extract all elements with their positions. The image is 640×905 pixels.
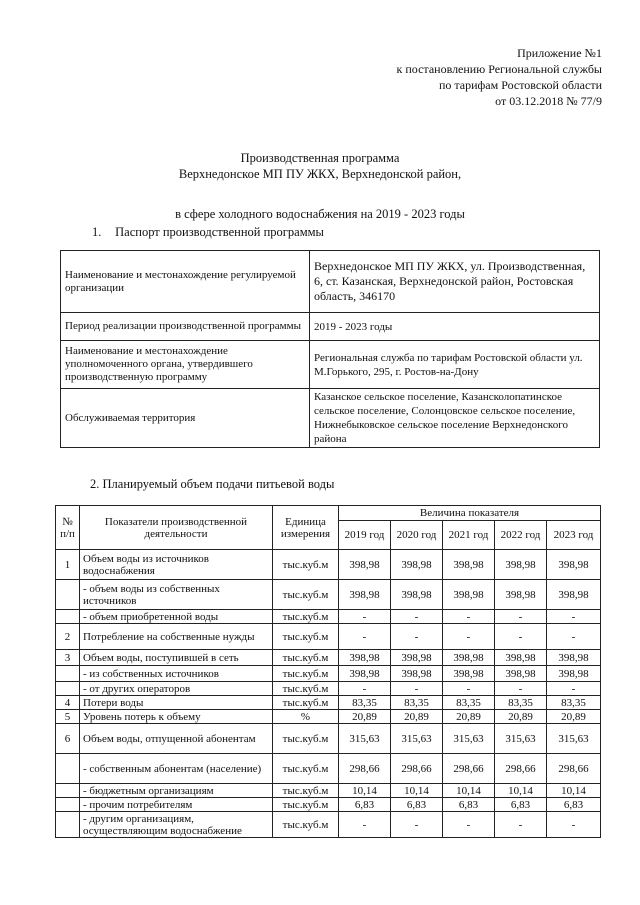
row-value: 398,98: [339, 666, 391, 682]
row-number: [56, 610, 80, 624]
row-value: -: [339, 624, 391, 650]
row-unit: тыс.куб.м: [273, 650, 339, 666]
header-year: 2021 год: [443, 521, 495, 550]
row-indicator: Объем воды, отпущенной абонентам: [80, 724, 273, 754]
passport-value: Региональная служба по тарифам Ростовской области ул. М.Горького, 295, г. Ростов-на-Дону: [310, 341, 600, 389]
table-row: [56, 624, 601, 650]
appendix-date: от 03.12.2018 № 77/9: [495, 94, 602, 108]
row-value: 6,83: [339, 798, 391, 812]
row-value: 398,98: [547, 650, 601, 666]
appendix-line: Приложение №1: [517, 46, 602, 60]
row-value: 398,98: [443, 580, 495, 610]
row-value: 83,35: [547, 696, 601, 710]
row-value: -: [391, 610, 443, 624]
row-unit: тыс.куб.м: [273, 754, 339, 784]
row-value: -: [339, 812, 391, 838]
passport-label: Наименование и местонахождение регулируемой организации: [61, 251, 310, 313]
passport-label: Период реализации производственной программы: [61, 313, 310, 341]
row-unit: тыс.куб.м: [273, 610, 339, 624]
row-indicator: - объем воды из собственных источников: [80, 580, 273, 610]
passport-label: Наименование и местонахождение уполномоченного органа, утвердившего производственную программу: [61, 341, 310, 389]
row-value: 10,14: [547, 784, 601, 798]
header-num: № п/п: [56, 506, 80, 550]
row-value: -: [495, 624, 547, 650]
table-row: [56, 580, 601, 610]
row-number: 6: [56, 724, 80, 754]
row-value: 20,89: [495, 710, 547, 724]
passport-row: [61, 341, 600, 389]
row-unit: тыс.куб.м: [273, 696, 339, 710]
row-unit: тыс.куб.м: [273, 666, 339, 682]
header-year: 2020 год: [391, 521, 443, 550]
table-row: [56, 798, 601, 812]
row-value: 398,98: [495, 666, 547, 682]
row-unit: тыс.куб.м: [273, 798, 339, 812]
row-value: 315,63: [443, 724, 495, 754]
table-row: [56, 784, 601, 798]
row-value: 20,89: [391, 710, 443, 724]
row-value: 398,98: [391, 650, 443, 666]
row-number: 4: [56, 696, 80, 710]
row-indicator: - объем приобретенной воды: [80, 610, 273, 624]
row-value: 398,98: [547, 580, 601, 610]
passport-row: [61, 389, 600, 448]
row-value: 398,98: [391, 550, 443, 580]
row-value: -: [495, 682, 547, 696]
row-value: 83,35: [495, 696, 547, 710]
row-unit: тыс.куб.м: [273, 812, 339, 838]
row-value: -: [391, 624, 443, 650]
table-row: [56, 754, 601, 784]
row-value: -: [495, 812, 547, 838]
section-2-heading: 2. Планируемый объем подачи питьевой воды: [90, 477, 335, 491]
table-row: [56, 682, 601, 696]
row-value: 6,83: [547, 798, 601, 812]
table-row: [56, 710, 601, 724]
row-indicator: - из собственных источников: [80, 666, 273, 682]
passport-label: Обслуживаемая территория: [61, 389, 310, 448]
water-volume-table: [55, 505, 601, 838]
row-value: 398,98: [339, 550, 391, 580]
row-unit: тыс.куб.м: [273, 784, 339, 798]
row-number: 2: [56, 624, 80, 650]
row-value: 398,98: [443, 650, 495, 666]
row-value: -: [443, 624, 495, 650]
row-value: 398,98: [495, 550, 547, 580]
row-value: 83,35: [443, 696, 495, 710]
row-value: -: [547, 624, 601, 650]
row-value: 298,66: [495, 754, 547, 784]
row-indicator: Объем воды из источников водоснабжения: [80, 550, 273, 580]
passport-value: 2019 - 2023 годы: [310, 313, 600, 341]
row-value: 20,89: [443, 710, 495, 724]
row-value: 6,83: [495, 798, 547, 812]
row-number: [56, 812, 80, 838]
row-value: 10,14: [391, 784, 443, 798]
table-row: [56, 696, 601, 710]
row-value: 83,35: [339, 696, 391, 710]
row-value: 398,98: [339, 580, 391, 610]
row-value: 10,14: [339, 784, 391, 798]
row-number: [56, 754, 80, 784]
row-value: 315,63: [391, 724, 443, 754]
row-value: 83,35: [391, 696, 443, 710]
row-value: -: [391, 812, 443, 838]
row-indicator: - другим организациям, осуществляющим водоснабжение: [80, 812, 273, 838]
row-value: 398,98: [495, 580, 547, 610]
row-value: -: [391, 682, 443, 696]
title-line: Производственная программа: [240, 151, 400, 165]
row-number: [56, 784, 80, 798]
row-indicator: Потребление на собственные нужды: [80, 624, 273, 650]
section-title: Паспорт производственной программы: [115, 225, 324, 239]
table-row: [56, 666, 601, 682]
row-value: -: [547, 812, 601, 838]
row-value: 398,98: [495, 650, 547, 666]
row-value: 298,66: [339, 754, 391, 784]
row-number: 1: [56, 550, 80, 580]
row-value: -: [339, 682, 391, 696]
appendix-block: [397, 45, 602, 109]
row-number: [56, 682, 80, 696]
row-indicator: - бюджетным организациям: [80, 784, 273, 798]
header-indicator: Показатели производственной деятельности: [80, 506, 273, 550]
row-value: 20,89: [547, 710, 601, 724]
row-value: -: [547, 610, 601, 624]
row-value: 398,98: [443, 666, 495, 682]
row-value: 20,89: [339, 710, 391, 724]
table-row: [56, 650, 601, 666]
passport-row: [61, 251, 600, 313]
row-value: -: [495, 610, 547, 624]
row-value: 298,66: [443, 754, 495, 784]
row-value: -: [443, 812, 495, 838]
row-value: 398,98: [443, 550, 495, 580]
row-number: 5: [56, 710, 80, 724]
row-indicator: Потери воды: [80, 696, 273, 710]
section-number: 1.: [92, 225, 102, 239]
row-value: 398,98: [547, 666, 601, 682]
row-unit: тыс.куб.м: [273, 580, 339, 610]
row-value: 315,63: [339, 724, 391, 754]
row-indicator: Объем воды, поступившей в сеть: [80, 650, 273, 666]
passport-table: [60, 250, 600, 448]
row-indicator: - собственным абонентам (население): [80, 754, 273, 784]
row-value: 398,98: [547, 550, 601, 580]
table-row: [56, 550, 601, 580]
title-organization: Верхнедонское МП ПУ ЖКХ, Верхнедонской район,: [178, 167, 462, 181]
header-year: 2023 год: [547, 521, 601, 550]
appendix-line: к постановлению Региональной службы: [396, 62, 602, 76]
row-value: 10,14: [443, 784, 495, 798]
row-value: -: [443, 610, 495, 624]
title-scope: в сфере холодного водоснабжения на 2019 - 2023 годы: [175, 207, 465, 221]
header-unit: Единица измерения: [273, 506, 339, 550]
appendix-line: по тарифам Ростовской области: [438, 78, 602, 92]
row-unit: тыс.куб.м: [273, 550, 339, 580]
table-header-row: [56, 506, 601, 521]
row-number: [56, 798, 80, 812]
row-unit: тыс.куб.м: [273, 624, 339, 650]
table-row: [56, 610, 601, 624]
header-year: 2022 год: [495, 521, 547, 550]
table-row: [56, 812, 601, 838]
row-value: 398,98: [391, 666, 443, 682]
row-value: 298,66: [547, 754, 601, 784]
header-value-group: Величина показателя: [339, 506, 601, 521]
row-value: -: [339, 610, 391, 624]
passport-value: Казанское сельское поселение, Казансколопатинское сельское поселение, Солонцовское сельское поселение, Нижнебыковское сельское поселение Верхнедонского района: [310, 389, 600, 448]
row-value: 298,66: [391, 754, 443, 784]
row-number: [56, 580, 80, 610]
header-year: 2019 год: [339, 521, 391, 550]
table-body: [56, 550, 601, 838]
row-unit: тыс.куб.м: [273, 724, 339, 754]
row-indicator: Уровень потерь к объему: [80, 710, 273, 724]
passport-row: [61, 313, 600, 341]
row-value: 315,63: [495, 724, 547, 754]
row-indicator: - прочим потребителям: [80, 798, 273, 812]
row-value: 398,98: [391, 580, 443, 610]
passport-value: Верхнедонское МП ПУ ЖКХ, ул. Производственная, 6, ст. Казанская, Верхнедонской район, Ростовская область, 346170: [310, 251, 600, 313]
row-indicator: - от других операторов: [80, 682, 273, 696]
row-value: 6,83: [443, 798, 495, 812]
row-unit: тыс.куб.м: [273, 682, 339, 696]
row-value: 315,63: [547, 724, 601, 754]
row-unit: %: [273, 710, 339, 724]
row-value: -: [443, 682, 495, 696]
document-title: [0, 150, 640, 222]
section-1-heading: [92, 225, 324, 240]
row-value: 6,83: [391, 798, 443, 812]
row-number: [56, 666, 80, 682]
table-row: [56, 724, 601, 754]
row-value: 398,98: [339, 650, 391, 666]
row-value: 10,14: [495, 784, 547, 798]
row-value: -: [547, 682, 601, 696]
row-number: 3: [56, 650, 80, 666]
